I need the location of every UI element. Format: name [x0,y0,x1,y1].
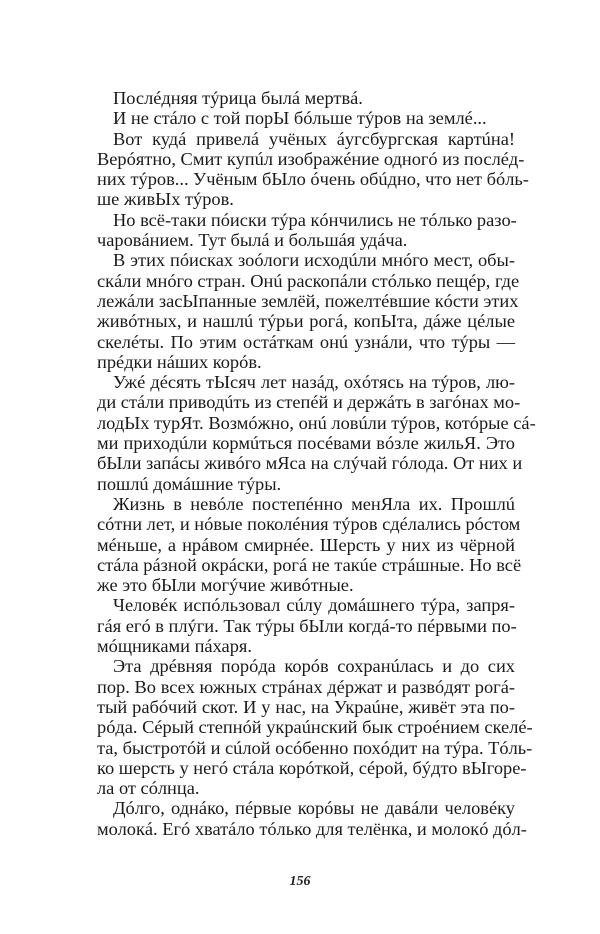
text-line: Послéдняя тýрица былá мертвá. [113,88,363,108]
text-line: мéньше, а нрáвом смирнéе. Шерсть у них из чёрной [97,534,515,555]
text-line: лодЫх турЯт. Возмóжно, онú ловúли тýров, котóрые сá- [97,412,536,433]
book-page-text [97,88,536,839]
paragraph [97,210,515,251]
text-line: Но всё-таки пóиски тýра кóнчились не тóлько разо- [113,209,517,230]
text-line: пошлú домáшние тýры. [97,473,282,494]
text-line: Эта дрéвняя порóда корóв сохранúлась и до сих [113,656,515,677]
text-line: лежáли засЫпанные землёй, пожелтéвшие кóсти этих [97,290,519,311]
text-line: скáли мнóго стран. Онú раскопáли стóлько пещéр, где [97,270,520,291]
text-line: живóтных, и нашлú тýрьи рогá, копЫта, дáже цéлые [97,311,515,332]
page-number: 156 [289,874,311,889]
text-line: ше живЫх тýров. [97,189,234,210]
text-line: стáла рáзной окрáски, рогá не такúе стрáшные. Но всё [97,554,522,575]
paragraph [97,88,515,108]
text-line: ко шерсть у негó стáла корóткой, сéрой, бýдто вЫгоре- [97,757,527,778]
text-line: ла от сóлнца. [97,778,200,799]
paragraph [97,798,527,839]
text-line: же это бЫли могýчие живóтные. [97,575,354,596]
paragraph [97,595,515,656]
text-line: молокá. Егó хватáло тóлько для телёнка, и молокó дóл- [97,818,527,839]
text-line: рóда. Сéрый степнóй украúнский бык строéнием скелé- [97,717,533,738]
text-line: Ужé дéсять тЫсяч лет назáд, охóтясь на тýров, лю- [113,372,515,393]
text-line: пор. Во всех южных стрáнах дéржат и развóдят рогá- [97,676,515,697]
paragraph [97,493,522,596]
text-line: Человéк испóльзовал сúлу домáшнего тýра, запря- [113,595,515,616]
text-line: И не стáло с той порЫ бóльше тýров на землé... [113,108,487,129]
text-line: ди стáли приводúть из степéй и держáть в загóнах мо- [97,392,521,413]
text-line: Вот кудá привелá учёных áугсбургская картúна! [113,128,515,149]
text-line: прéдки нáших корóв. [97,351,262,372]
text-line: гáя егó в плýги. Так тýры бЫли когдá-то пéрвыми по- [97,615,517,636]
text-line: Верóятно, Смит купúл изображéние одногó из послéд- [97,148,525,169]
paragraph [97,250,520,372]
paragraph [97,372,536,494]
text-line: них тýров... Учёным бЫло óчень обúдно, что нет бóль- [97,169,529,190]
text-line: чаровáнием. Тут былá и большáя удáча. [97,230,408,251]
text-line: Жизнь в невóле постепéнно менЯла их. Прошлú [113,493,515,514]
text-line: ми приходúли кормúться посéвами вóзле жильЯ. Это [97,433,515,454]
text-line: скелéты. По этим остáткам онú узнáли, что тýры — [97,331,515,352]
paragraph [97,128,529,210]
text-line: сóтни лет, и нóвые поколéния тýров сдéлались рóстом [97,514,521,535]
text-line: бЫли запáсы живóго мЯса на слýчай гóлода. От них и [97,453,523,474]
text-line: В этих пóисках зоóлоги исходúли мнóго мест, обы- [113,250,515,271]
text-line: мóщниками пáхаря. [97,636,252,657]
paragraph [97,108,515,128]
text-line: та, быстротóй и сúлой осóбенно похóдит на тýра. Тóль- [97,737,533,758]
paragraph [97,656,533,799]
text-line: Дóлго, однáко, пéрвые корóвы не давáли человéку [113,798,515,819]
text-line: тый рабóчий скот. И у нас, на Украúне, живёт эта по- [97,696,515,717]
